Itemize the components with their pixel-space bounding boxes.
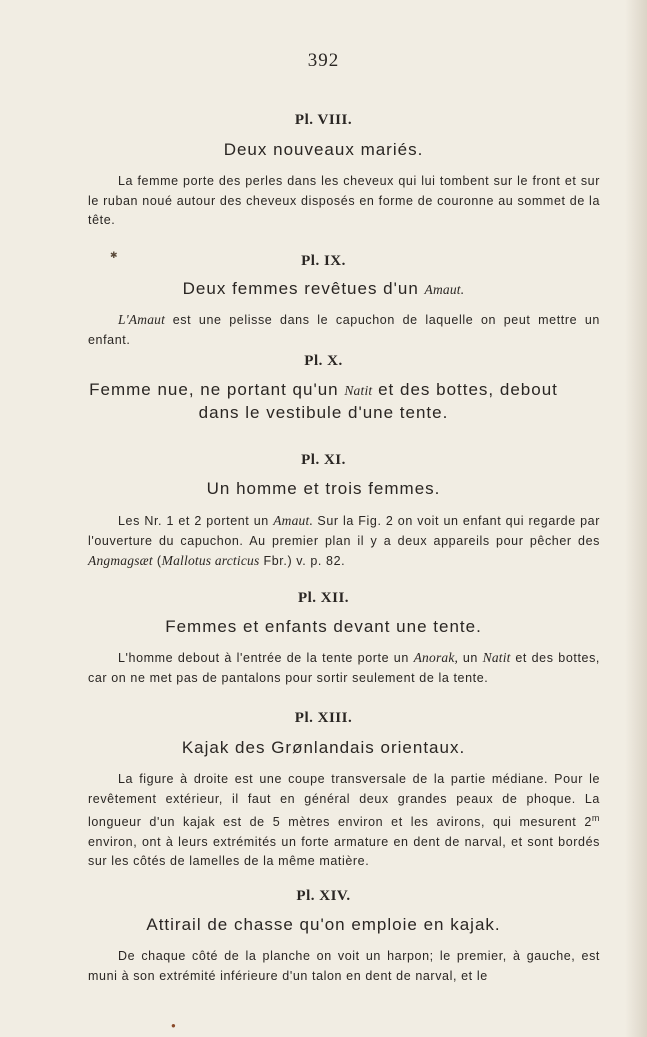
paragraph-text: Fbr.) v. p. 82. bbox=[259, 554, 346, 568]
paragraph-text: est une pelisse dans le capuchon de laquelle on peut mettre un enfant. bbox=[88, 313, 600, 347]
paragraph-text: Sur la Fig. 2 on voit un enfant qui regarde par l'ouverture du capuchon. Au premier plan il y a deux appareils pour pêcher des bbox=[88, 514, 600, 548]
paragraph-ix bbox=[88, 310, 600, 350]
plate-label-xii: Pl. XII. bbox=[297, 590, 350, 606]
paragraph-text: La figure à droite est une coupe transversale de la partie médiane. Pour le revêtement extérieur, il faut en général deux grandes peaux de phoque. La longueur d'un kajak est de 5 mètres environ et les avirons, qui mesurent 2 bbox=[88, 772, 600, 830]
paragraph-text: ( bbox=[152, 554, 162, 568]
paragraph-italic: Natit bbox=[482, 650, 511, 665]
paragraph-italic: Angmagsæt bbox=[88, 553, 153, 568]
paragraph-text: L'homme debout à l'entrée de la tente porte un bbox=[118, 651, 414, 665]
page-number: 392 bbox=[307, 50, 340, 71]
plate-label-xiii: Pl. XIII. bbox=[294, 710, 353, 726]
plate-label-x: Pl. X. bbox=[304, 353, 343, 369]
paragraph-italic: L'Amaut bbox=[118, 312, 166, 327]
heading-xiv: Attirail de chasse qu'on emploie en kajak. bbox=[146, 915, 501, 934]
heading-ix bbox=[60, 278, 587, 301]
paragraph-viii bbox=[88, 172, 600, 231]
plate-label-viii: Pl. VIII. bbox=[294, 112, 353, 128]
paragraph-text: De chaque côté de la planche on voit un harpon; le premier, à gauche, est muni à son extrémité inférieure d'un talon en dent de narval, et le bbox=[88, 949, 600, 983]
paragraph-italic: Mallotus arcticus bbox=[161, 553, 260, 568]
heading-viii: Deux nouveaux mariés. bbox=[223, 140, 424, 159]
heading-xii: Femmes et enfants devant une tente. bbox=[165, 617, 482, 636]
heading-text: Femme nue, ne portant qu'un bbox=[89, 380, 345, 399]
superscript-unit: m bbox=[591, 813, 600, 823]
paragraph-text: Les Nr. 1 et 2 portent un bbox=[118, 514, 274, 528]
paragraph-xi bbox=[88, 511, 600, 572]
heading-x bbox=[80, 379, 567, 424]
heading-text: Deux femmes revêtues d'un bbox=[182, 279, 425, 298]
plate-label-xiv: Pl. XIV. bbox=[296, 888, 351, 904]
paragraph-text: La femme porte des perles dans les cheveux qui lui tombent sur le front et sur le ruban noué autour des cheveux disposés en forme de couronne au sommet de la tête. bbox=[88, 174, 600, 227]
heading-text: et des bottes, debout dans le vestibule d'une tente. bbox=[198, 380, 558, 422]
heading-italic: Amaut. bbox=[424, 282, 465, 297]
heading-xiii: Kajak des Grønlandais orientaux. bbox=[181, 738, 466, 757]
plate-label-ix: Pl. IX. bbox=[301, 253, 346, 269]
heading-italic: Natit bbox=[344, 383, 373, 398]
paragraph-xiv bbox=[88, 947, 600, 986]
paragraph-italic: Anorak, bbox=[413, 650, 459, 665]
dot-mark-icon: ● bbox=[171, 1021, 176, 1030]
paragraph-text: un bbox=[458, 651, 483, 665]
paragraph-xii bbox=[88, 648, 600, 688]
paragraph-text: et des bottes, car on ne met pas de pantalons pour sortir seulement de la tente. bbox=[88, 651, 600, 685]
paragraph-text: environ, ont à leurs extrémités un forte armature en dent de narval, et sont bordés sur les côtés de lamelles de la même matière. bbox=[88, 834, 600, 869]
paragraph-xiii bbox=[88, 770, 600, 872]
page-edge-shadow bbox=[625, 0, 647, 1037]
heading-xi: Un homme et trois femmes. bbox=[206, 479, 441, 498]
plate-label-xi: Pl. XI. bbox=[301, 452, 346, 468]
star-mark-icon: ✱ bbox=[110, 250, 118, 260]
paragraph-italic: Amaut. bbox=[273, 513, 314, 528]
